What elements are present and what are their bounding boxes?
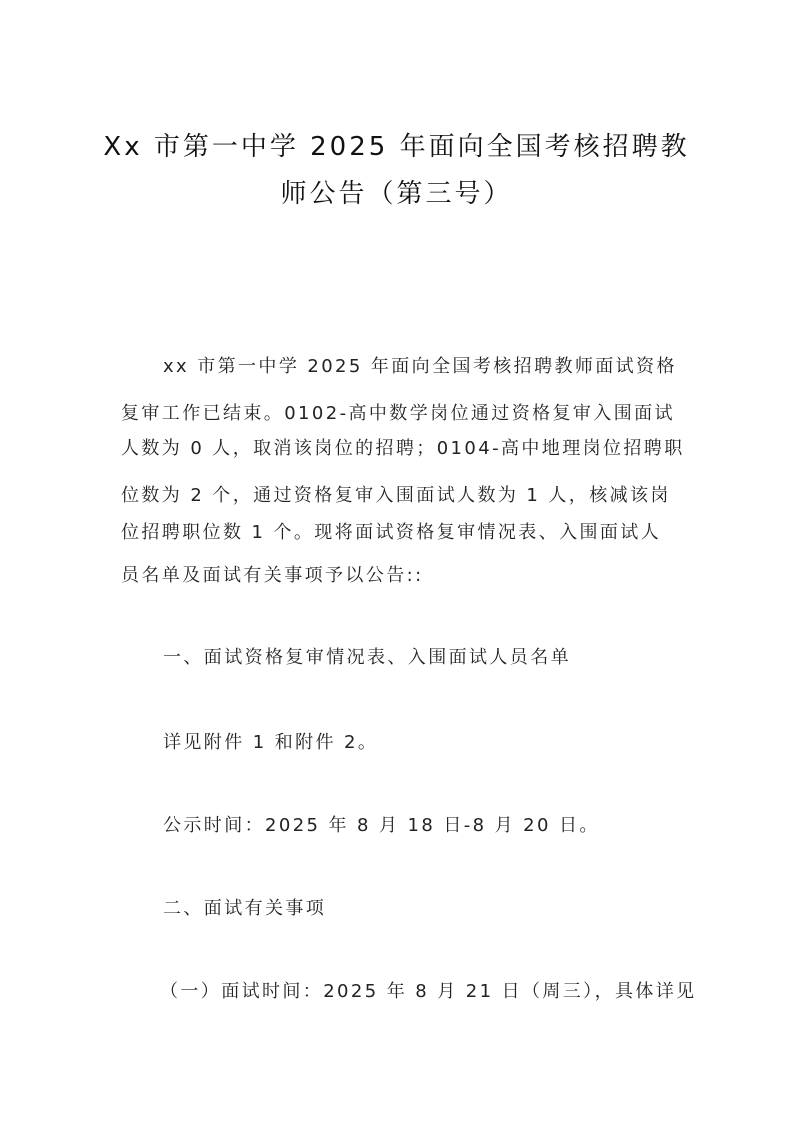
document-title-line-1: Xx 市第一中学 2025 年面向全国考核招聘教 <box>103 132 690 162</box>
paragraph-1-line-2: 复审工作已结束。0102-高中数学岗位通过资格复审入围面试 <box>121 403 675 424</box>
document-title-line-2: 师公告（第三号） <box>280 179 513 209</box>
paragraph-1-line-3: 人数为 0 人，取消该岗位的招聘；0104-高中地理岗位招聘职 <box>121 438 685 459</box>
section-2-item-1: （一）面试时间：2025 年 8 月 21 日（周三），具体详见 <box>160 981 697 1002</box>
section-1-heading: 一、面试资格复审情况表、入围面试人员名单 <box>163 647 571 668</box>
section-1-detail: 详见附件 1 和附件 2。 <box>163 732 379 753</box>
paragraph-1-line-5: 位招聘职位数 1 个。现将面试资格复审情况表、入围面试人 <box>121 522 662 543</box>
paragraph-1-line-4: 位数为 2 个，通过资格复审入围面试人数为 1 人，核减该岗 <box>121 485 671 506</box>
publicity-period: 公示时间：2025 年 8 月 18 日-8 月 20 日。 <box>163 815 600 836</box>
section-2-heading: 二、面试有关事项 <box>163 898 327 919</box>
paragraph-1-line-1: xx 市第一中学 2025 年面向全国考核招聘教师面试资格 <box>163 356 677 377</box>
paragraph-1-line-6: 员名单及面试有关事项予以公告:: <box>121 565 424 586</box>
